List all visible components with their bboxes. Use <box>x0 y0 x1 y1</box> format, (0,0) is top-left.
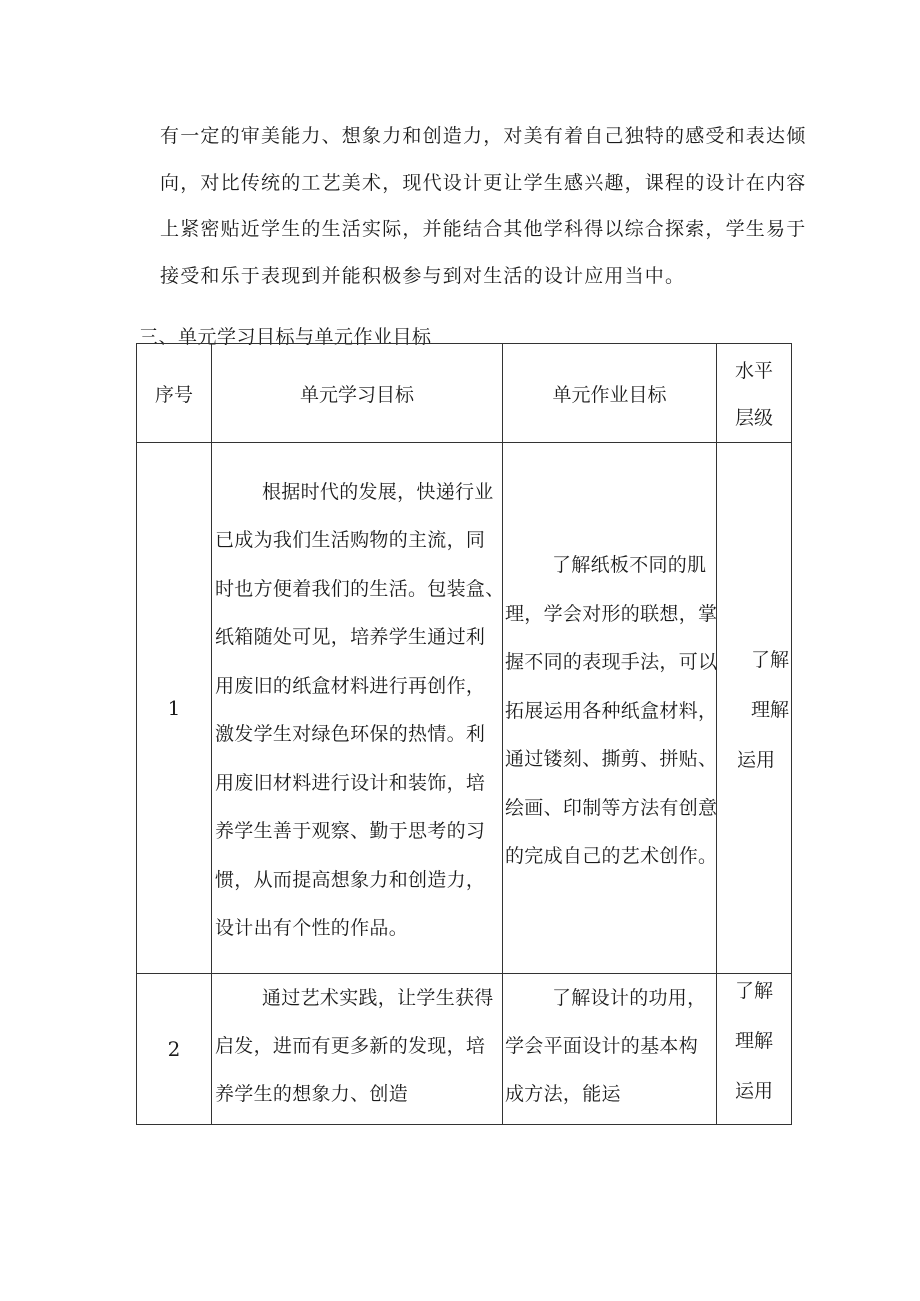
text-line: 启发，进而有更多新的发现，培 <box>215 1035 486 1057</box>
intro-line: 上紧密贴近学生的生活实际，并能结合其他学科得以综合探索，学生易于 <box>160 218 807 240</box>
text-line: 的完成自己的艺术创作。 <box>505 845 718 868</box>
text-line: 时也方便着我们的生活。包装盒、 <box>215 577 505 600</box>
text-line: 养学生的想象力、创造 <box>215 1083 409 1105</box>
row-learning-goal <box>212 974 503 1125</box>
intro-line: 有一定的审美能力、想象力和创造力，对美有着自己独特的感受和表达倾 <box>160 125 807 147</box>
row-level <box>717 974 792 1125</box>
section-heading: 三、单元学习目标与单元作业目标 <box>139 326 432 348</box>
header-number: 序号 <box>137 344 212 443</box>
text-line: 通过镂刻、撕剪、拼贴、 <box>505 748 718 771</box>
level-text: 理解 <box>750 699 789 721</box>
level-text: 运用 <box>736 749 775 771</box>
text-line: 拓展运用各种纸盒材料， <box>505 699 718 722</box>
text-line: 惯，从而提高想象力和创造力， <box>215 868 486 891</box>
table-row <box>137 443 792 974</box>
level-text: 了解 <box>734 980 773 1002</box>
goals-table <box>136 343 792 1125</box>
text-line: 绘画、印制等方法有创意 <box>505 796 718 819</box>
header-level <box>717 344 792 443</box>
text-line: 握不同的表现手法，可以 <box>505 651 718 674</box>
row-number: 2 <box>137 974 212 1125</box>
text-line: 激发学生对绿色环保的热情。利 <box>215 723 486 745</box>
text-line: 已成为我们生活购物的主流，同 <box>215 529 486 551</box>
text-line: 用废旧的纸盒材料进行再创作， <box>215 674 486 697</box>
level-text: 理解 <box>734 1030 773 1052</box>
header-homework-goal: 单元作业目标 <box>503 344 717 443</box>
table-row <box>137 974 792 1125</box>
row-homework-goal <box>503 974 717 1125</box>
text-line: 了解纸板不同的肌 <box>552 554 707 577</box>
text-line: 用废旧材料进行设计和装饰，培 <box>215 771 486 794</box>
header-level-line: 水平 <box>734 360 773 382</box>
text-line: 理，学会对形的联想，掌 <box>505 602 718 625</box>
text-line: 根据时代的发展，快递行业 <box>262 480 494 503</box>
intro-line: 接受和乐于表现到并能积极参与到对生活的设计应用当中。 <box>160 265 686 287</box>
header-learning-goal: 单元学习目标 <box>212 344 503 443</box>
text-line: 学会平面设计的基本构 <box>505 1035 699 1057</box>
text-line: 了解设计的功用， <box>552 987 707 1009</box>
level-text: 了解 <box>750 649 789 671</box>
row-learning-goal <box>212 443 503 974</box>
table-header-row <box>137 344 792 443</box>
header-level-line: 层级 <box>734 407 773 429</box>
row-level <box>717 443 792 974</box>
text-line: 通过艺术实践，让学生获得 <box>262 987 494 1009</box>
text-line: 设计出有个性的作品。 <box>215 917 409 939</box>
text-line: 成方法，能运 <box>505 1083 621 1105</box>
intro-line: 向，对比传统的工艺美术，现代设计更让学生感兴趣，课程的设计在内容 <box>160 172 807 194</box>
row-homework-goal <box>503 443 717 974</box>
level-text: 运用 <box>734 1080 773 1102</box>
row-number: 1 <box>137 443 212 974</box>
text-line: 养学生善于观察、勤于思考的习 <box>215 820 486 842</box>
text-line: 纸箱随处可见，培养学生通过利 <box>215 626 486 648</box>
